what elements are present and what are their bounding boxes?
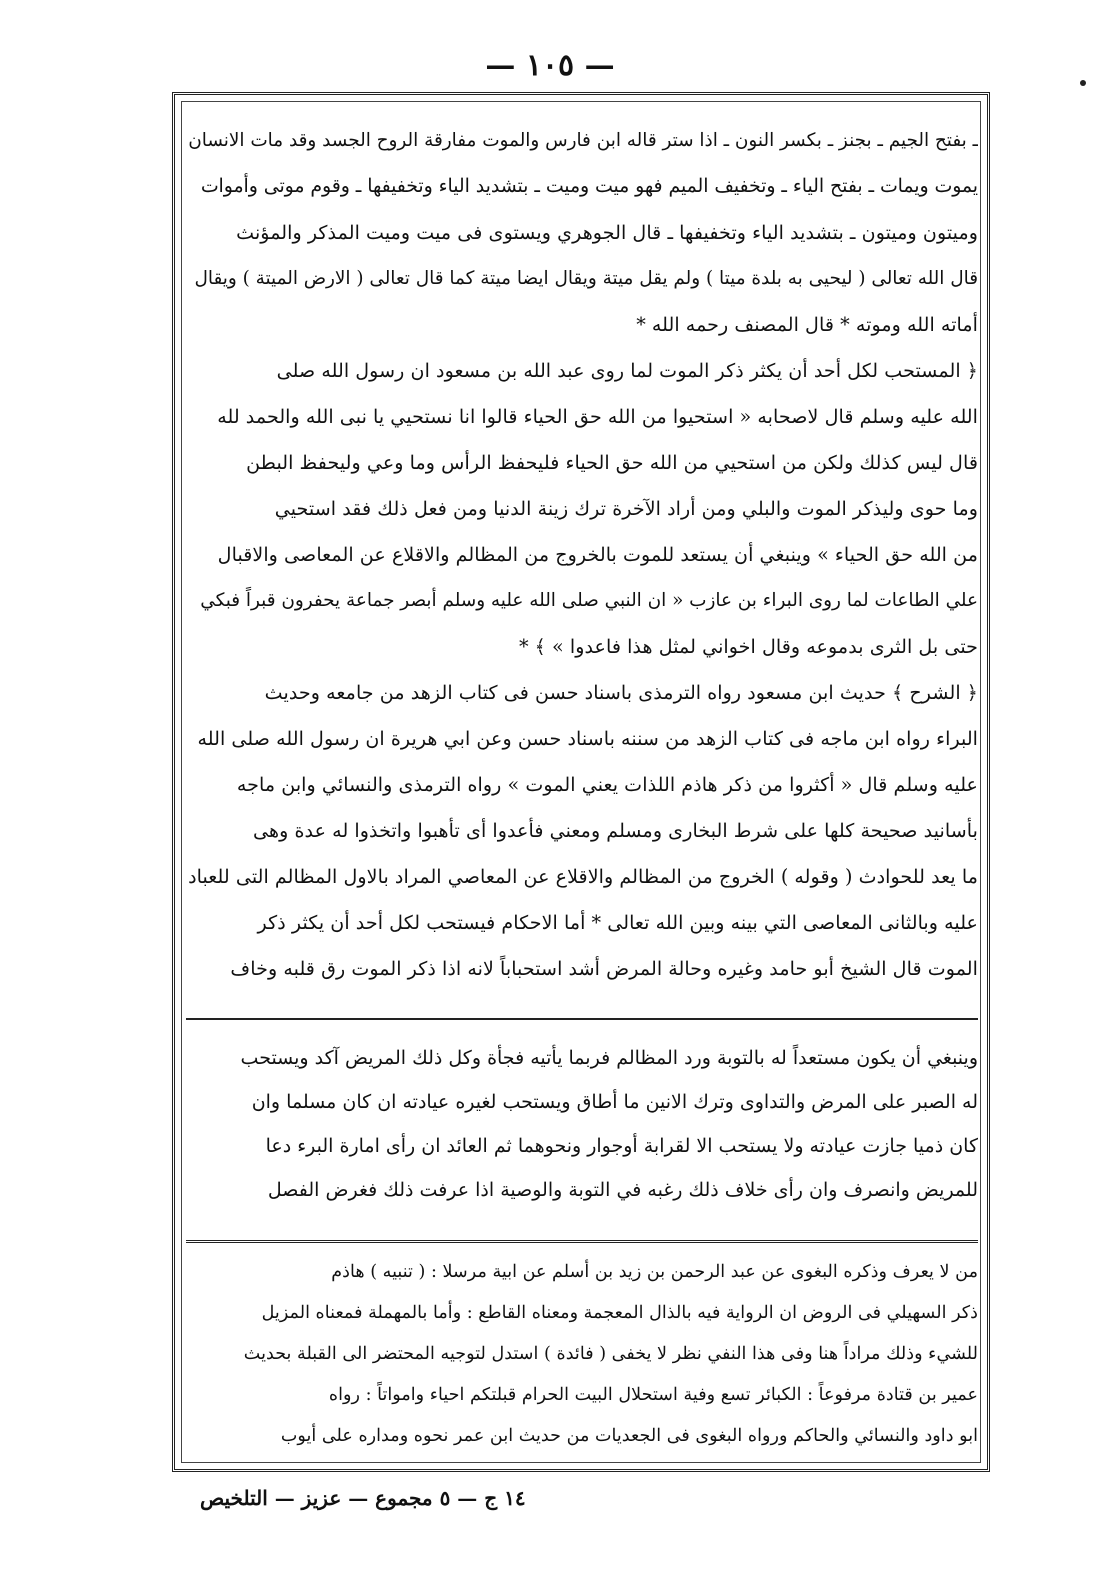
sharh-line: كان ذميا جازت عيادته ولا يستحب الا لقرابة أوجوار ونحوهما ثم العائد ان رأى امارة البرء دعا — [265, 1135, 978, 1157]
main-line: بأسانيد صحيحة كلها على شرط البخارى ومسلم ومعني فأعدوا أى تأهبوا واتخذوا له عدة وهى — [253, 819, 978, 842]
main-line: علي الطاعات لما روى البراء بن عازب « ان النبي صلى الله عليه وسلم أبصر جماعة يحفرون قبراً فبكي — [200, 590, 978, 611]
footnote-text — [186, 1252, 978, 1460]
main-line: عليه وبالثانى المعاصى التي بينه وبين الله تعالى * أما الاحكام فيستحب لكل أحد أن يكثر ذكر — [257, 911, 978, 934]
footnote-line: من لا يعرف وذكره البغوى عن عبد الرحمن بن زيد بن أسلم عن ابية مرسلا : ( تنبيه ) هاذم — [331, 1262, 978, 1282]
page-number: — ١٠٥ — — [485, 48, 615, 83]
footnote-line: ذكر السهيلي فى الروض ان الرواية فيه بالذال المعجمة ومعناه القاطع : وأما بالمهملة فمعناه المزيل — [261, 1303, 978, 1323]
main-line: ما يعد للحوادث ( وقوله ) الخروج من المظالم والاقلاع عن المعاصي المراد بالاول المظالم التى للعباد — [188, 865, 978, 888]
main-line: أماته الله وموته * قال المصنف رحمه الله * — [636, 313, 978, 336]
sharh-line: وينبغي أن يكون مستعداً له بالتوبة ورد المظالم فربما يأتيه فجأة وكل ذلك المريض آكد ويستحب — [240, 1047, 978, 1069]
sharh-line: له الصبر على المرض والتداوى وترك الانين ما أطاق ويستحب لغيره عيادته ان كان مسلما وان — [251, 1091, 978, 1113]
main-line: الله عليه وسلم قال لاصحابه « استحيوا من الله حق الحياء قالوا انا نستحيي يا نبى الله والحمد لله — [217, 405, 978, 428]
sharh-text — [186, 1036, 978, 1228]
main-line: قال الله تعالى ( ليحيى به بلدة ميتا ) ولم يقل ميتة ويقال ايضا ميتة كما قال تعالى ( الارض الميتة ) ويقال — [194, 268, 978, 289]
main-line: الموت قال الشيخ أبو حامد وغيره وحالة المرض أشد استحباباً لانه اذا ذكر الموت رق قلبه وخاف — [230, 957, 978, 980]
main-line: البراء رواه ابن ماجه فى كتاب الزهد من سننه باسناد حسن وعن ابي هريرة ان رسول الله صلى الله — [197, 727, 978, 750]
sharh-line: للمريض وانصرف وان رأى خلاف ذلك رغبه في التوبة والوصية اذا عرفت ذلك فغرض الفصل — [267, 1179, 978, 1201]
footnote-line: ابو داود والنسائي والحاكم ورواه البغوى فى الجعديات من حديث ابن عمر نحوه ومداره على أيوب — [280, 1426, 978, 1446]
main-line: حتى بل الثرى بدموعه وقال اخواني لمثل هذا فاعدوا » ﴾ * — [518, 635, 978, 658]
main-line: ﴿ الشرح ﴾ حديث ابن مسعود رواه الترمذى باسناد حسن فى كتاب الزهد من جامعه وحديث — [264, 681, 978, 704]
main-line: ﴿ المستحب لكل أحد أن يكثر ذكر الموت لما روى عبد الله بن مسعود ان رسول الله صلى — [276, 359, 978, 382]
main-line: من الله حق الحياء » وينبغي أن يستعد للموت بالخروج من المظالم والاقلاع عن المعاصى والاقبال — [217, 543, 978, 566]
main-line: عليه وسلم قال « أكثروا من ذكر هاذم اللذات يعني الموت » رواه الترمذى والنسائي وابن ماجه — [236, 773, 978, 796]
printer-signature: ١٤ ج — ٥ مجموع — عزيز — التلخيص — [200, 1486, 526, 1510]
main-line: وما حوى وليذكر الموت والبلي ومن أراد الآخرة ترك زينة الدنيا ومن فعل ذلك فقد استحيي — [274, 497, 978, 520]
main-line: يموت ويمات ـ بفتح الياء ـ وتخفيف الميم فهو ميت وميت ـ بتشديد الياء وتخفيفها ـ وقوم موتى وأموات — [200, 176, 978, 197]
footnote-line: للشيء وذلك مراداً هنا وفى هذا النفي نظر لا يخفى ( فائدة ) استدل لتوجيه المحتضر الى القبلة بحديث — [243, 1344, 978, 1364]
main-line: قال ليس كذلك ولكن من استحيي من الله حق الحياء فليحفظ الرأس وما وعي وليحفظ البطن — [246, 451, 978, 474]
main-line: ـ بفتح الجيم ـ بجنز ـ بكسر النون ـ اذا ستر قاله ابن فارس والموت مفارقة الروح الجسد وقد مات الانسان — [188, 130, 978, 151]
section-divider — [186, 1018, 978, 1020]
main-text — [186, 118, 978, 1010]
footnote-line: عمير بن قتادة مرفوعاً : الكبائر تسع وفية استحلال البيت الحرام قبلتكم احياء وامواتاً : رواه — [328, 1385, 978, 1405]
main-line: وميتون وميتون ـ بتشديد الياء وتخفيفها ـ قال الجوهري ويستوى فى ميت وميت المذكر والمؤنث — [236, 221, 978, 244]
footnote-divider — [186, 1240, 978, 1243]
